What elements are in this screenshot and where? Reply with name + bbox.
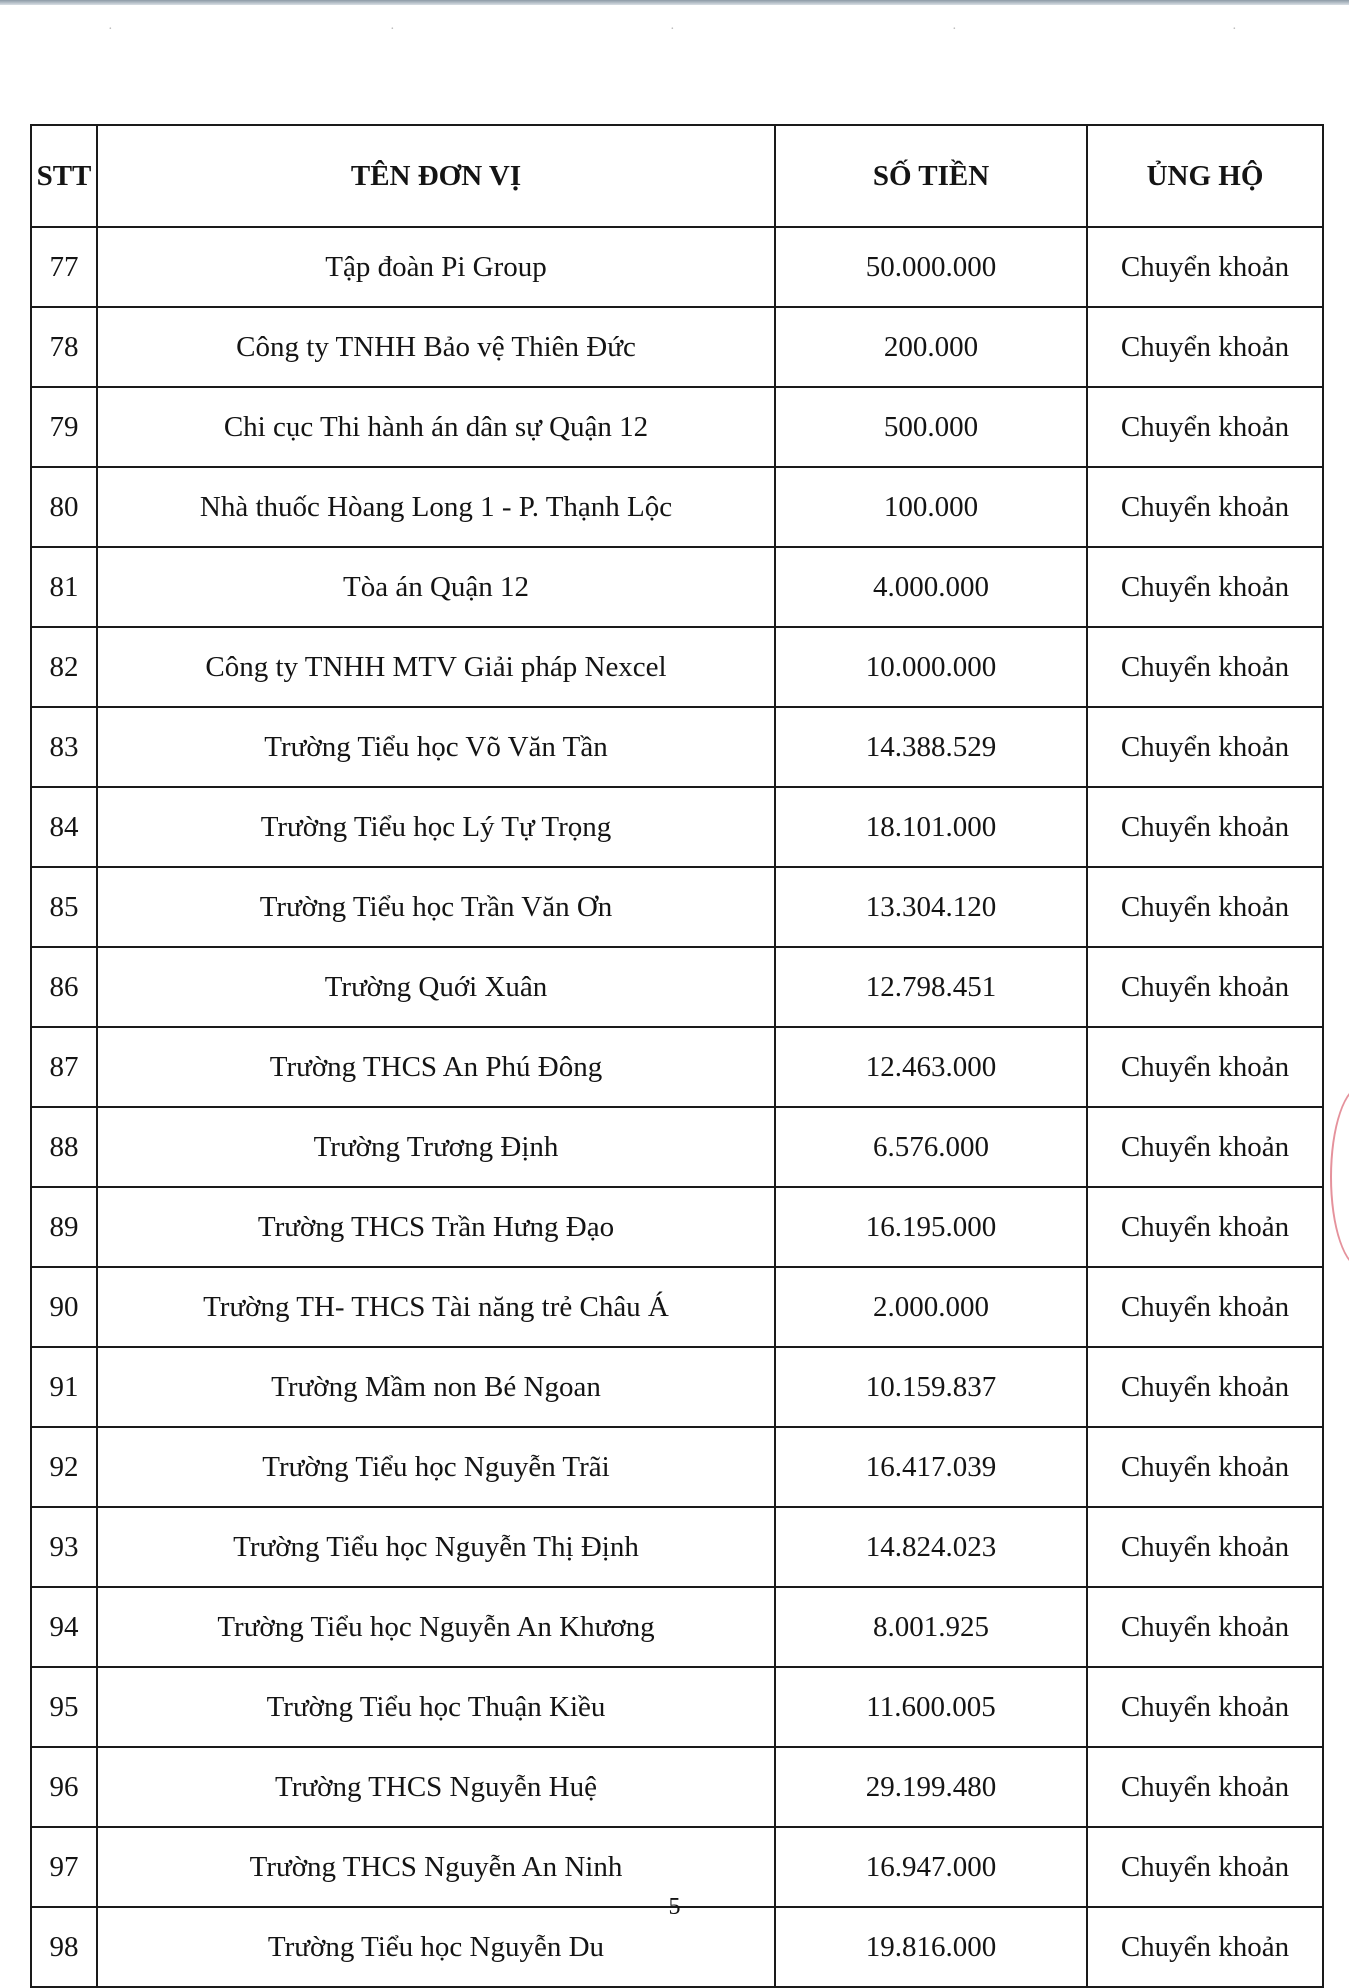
row-method: Chuyển khoản: [1087, 947, 1323, 1027]
row-amount: 16.947.000: [775, 1827, 1087, 1907]
scan-speck: ·: [390, 22, 395, 37]
row-unit-name: Trường Tiểu học Nguyễn Thị Định: [97, 1507, 775, 1587]
scan-speck: ·: [952, 22, 957, 37]
row-stt: 84: [31, 787, 97, 867]
row-amount: 11.600.005: [775, 1667, 1087, 1747]
row-amount: 29.199.480: [775, 1747, 1087, 1827]
row-method: Chuyển khoản: [1087, 1667, 1323, 1747]
row-stt: 88: [31, 1107, 97, 1187]
row-stt: 90: [31, 1267, 97, 1347]
row-method: Chuyển khoản: [1087, 1907, 1323, 1987]
row-amount: 10.159.837: [775, 1347, 1087, 1427]
row-stt: 93: [31, 1507, 97, 1587]
row-amount: 14.388.529: [775, 707, 1087, 787]
row-stt: 83: [31, 707, 97, 787]
row-unit-name: Trường THCS Trần Hưng Đạo: [97, 1187, 775, 1267]
row-method: Chuyển khoản: [1087, 1427, 1323, 1507]
table-row: [31, 947, 1323, 1027]
row-stt: 91: [31, 1347, 97, 1427]
row-unit-name: Trường Tiểu học Võ Văn Tần: [97, 707, 775, 787]
header-stt: STT: [31, 125, 97, 227]
row-amount: 6.576.000: [775, 1107, 1087, 1187]
row-method: Chuyển khoản: [1087, 1187, 1323, 1267]
row-amount: 10.000.000: [775, 627, 1087, 707]
row-amount: 200.000: [775, 307, 1087, 387]
row-unit-name: Tòa án Quận 12: [97, 547, 775, 627]
row-stt: 96: [31, 1747, 97, 1827]
row-amount: 19.816.000: [775, 1907, 1087, 1987]
row-amount: 100.000: [775, 467, 1087, 547]
row-stt: 95: [31, 1667, 97, 1747]
row-method: Chuyển khoản: [1087, 1267, 1323, 1347]
row-stt: 87: [31, 1027, 97, 1107]
table-body: [31, 227, 1323, 1987]
table-row: [31, 707, 1323, 787]
table-row: [31, 1507, 1323, 1587]
row-unit-name: Tập đoàn Pi Group: [97, 227, 775, 307]
row-method: Chuyển khoản: [1087, 1507, 1323, 1587]
table-row: [31, 1107, 1323, 1187]
row-amount: 16.417.039: [775, 1427, 1087, 1507]
row-stt: 77: [31, 227, 97, 307]
row-unit-name: Trường Quới Xuân: [97, 947, 775, 1027]
row-amount: 12.463.000: [775, 1027, 1087, 1107]
row-unit-name: Nhà thuốc Hòang Long 1 - P. Thạnh Lộc: [97, 467, 775, 547]
table-row: [31, 227, 1323, 307]
row-stt: 82: [31, 627, 97, 707]
row-amount: 18.101.000: [775, 787, 1087, 867]
table-row: [31, 547, 1323, 627]
table-row: [31, 1187, 1323, 1267]
header-amount: SỐ TIỀN: [775, 125, 1087, 227]
row-stt: 86: [31, 947, 97, 1027]
row-method: Chuyển khoản: [1087, 307, 1323, 387]
row-unit-name: Trường Mầm non Bé Ngoan: [97, 1347, 775, 1427]
row-amount: 12.798.451: [775, 947, 1087, 1027]
row-method: Chuyển khoản: [1087, 387, 1323, 467]
table-row: [31, 307, 1323, 387]
row-stt: 80: [31, 467, 97, 547]
row-stt: 79: [31, 387, 97, 467]
row-amount: 8.001.925: [775, 1587, 1087, 1667]
row-method: Chuyển khoản: [1087, 547, 1323, 627]
row-unit-name: Trường Tiểu học Nguyễn Trãi: [97, 1427, 775, 1507]
row-method: Chuyển khoản: [1087, 707, 1323, 787]
header-method: ỦNG HỘ: [1087, 125, 1323, 227]
row-amount: 13.304.120: [775, 867, 1087, 947]
row-method: Chuyển khoản: [1087, 1347, 1323, 1427]
table-row: [31, 627, 1323, 707]
row-method: Chuyển khoản: [1087, 1027, 1323, 1107]
row-stt: 92: [31, 1427, 97, 1507]
row-unit-name: Trường THCS Nguyễn Huệ: [97, 1747, 775, 1827]
scan-speck: ·: [670, 22, 675, 37]
row-method: Chuyển khoản: [1087, 1107, 1323, 1187]
table-header-row: [31, 125, 1323, 227]
row-unit-name: Trường Trương Định: [97, 1107, 775, 1187]
table-row: [31, 787, 1323, 867]
red-stamp-fragment: [1330, 1085, 1349, 1269]
row-method: Chuyển khoản: [1087, 1827, 1323, 1907]
row-amount: 16.195.000: [775, 1187, 1087, 1267]
row-amount: 2.000.000: [775, 1267, 1087, 1347]
scan-speck: ·: [108, 22, 113, 37]
row-amount: 14.824.023: [775, 1507, 1087, 1587]
row-amount: 500.000: [775, 387, 1087, 467]
row-method: Chuyển khoản: [1087, 467, 1323, 547]
page-number: 5: [668, 1894, 681, 1920]
row-method: Chuyển khoản: [1087, 227, 1323, 307]
table-row: [31, 1667, 1323, 1747]
row-method: Chuyển khoản: [1087, 1587, 1323, 1667]
row-stt: 81: [31, 547, 97, 627]
table-row: [31, 867, 1323, 947]
row-unit-name: Trường TH- THCS Tài năng trẻ Châu Á: [97, 1267, 775, 1347]
row-method: Chuyển khoản: [1087, 867, 1323, 947]
table-row: [31, 1587, 1323, 1667]
header-unit-name: TÊN ĐƠN VỊ: [97, 125, 775, 227]
row-method: Chuyển khoản: [1087, 1747, 1323, 1827]
row-stt: 85: [31, 867, 97, 947]
row-stt: 89: [31, 1187, 97, 1267]
table-row: [31, 467, 1323, 547]
row-amount: 50.000.000: [775, 227, 1087, 307]
table-row: [31, 1347, 1323, 1427]
row-unit-name: Trường THCS Nguyễn An Ninh: [97, 1827, 775, 1907]
scan-top-edge: [0, 0, 1349, 5]
table-row: [31, 1027, 1323, 1107]
row-stt: 97: [31, 1827, 97, 1907]
row-unit-name: Trường THCS An Phú Đông: [97, 1027, 775, 1107]
row-amount: 4.000.000: [775, 547, 1087, 627]
donation-table: [30, 124, 1324, 1988]
table-row: [31, 387, 1323, 467]
scan-speck: ·: [1232, 22, 1237, 37]
row-unit-name: Trường Tiểu học Nguyễn An Khương: [97, 1587, 775, 1667]
row-unit-name: Trường Tiểu học Trần Văn Ơn: [97, 867, 775, 947]
row-method: Chuyển khoản: [1087, 627, 1323, 707]
table-row: [31, 1267, 1323, 1347]
table-row: [31, 1427, 1323, 1507]
row-stt: 94: [31, 1587, 97, 1667]
row-unit-name: Công ty TNHH MTV Giải pháp Nexcel: [97, 627, 775, 707]
row-unit-name: Trường Tiểu học Nguyễn Du: [97, 1907, 775, 1987]
row-stt: 98: [31, 1907, 97, 1987]
row-unit-name: Công ty TNHH Bảo vệ Thiên Đức: [97, 307, 775, 387]
row-stt: 78: [31, 307, 97, 387]
row-unit-name: Trường Tiểu học Thuận Kiều: [97, 1667, 775, 1747]
row-unit-name: Chi cục Thi hành án dân sự Quận 12: [97, 387, 775, 467]
row-unit-name: Trường Tiểu học Lý Tự Trọng: [97, 787, 775, 867]
table-row: [31, 1747, 1323, 1827]
row-method: Chuyển khoản: [1087, 787, 1323, 867]
